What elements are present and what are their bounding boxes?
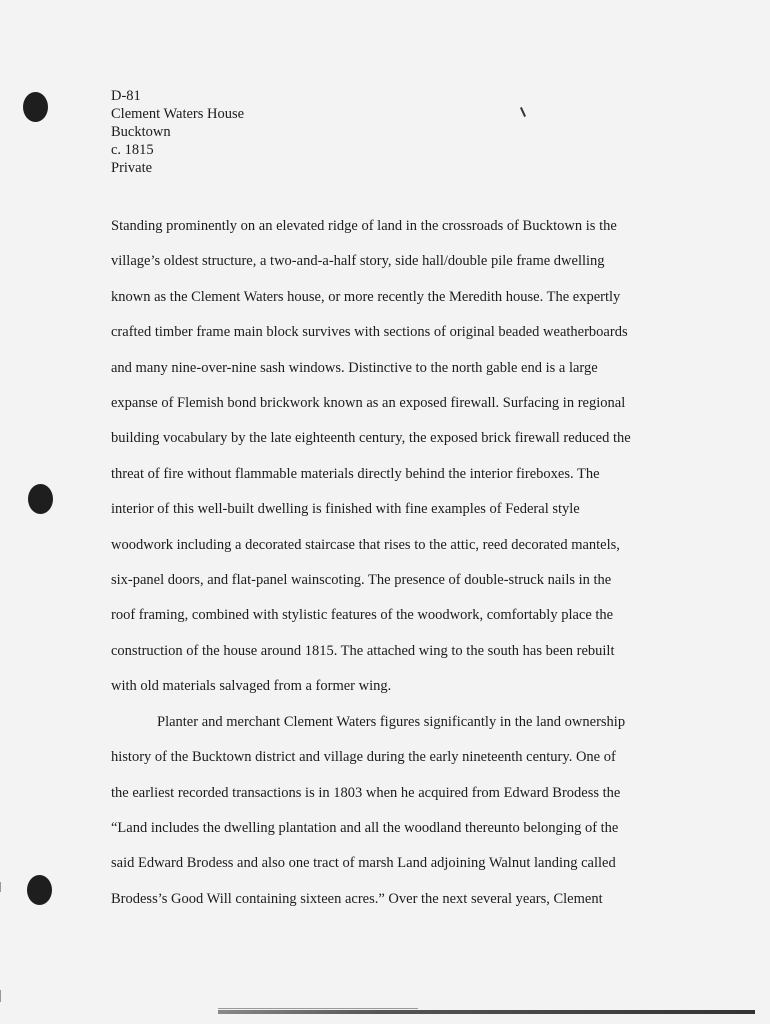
- stray-pen-mark: [520, 107, 526, 117]
- paragraph-1-line: Standing prominently on an elevated ridge of land in the crossroads of Bucktown is the: [111, 218, 617, 234]
- property-access: Private: [111, 160, 153, 176]
- paragraph-1-line: village’s oldest structure, a two-and-a-half story, side hall/double pile frame dwelling: [111, 253, 605, 270]
- paragraph-1-line: woodwork including a decorated staircase that rises to the attic, reed decorated mantels,: [111, 536, 620, 553]
- paragraph-2-line: said Edward Brodess and also one tract of marsh Land adjoining Walnut landing called: [111, 855, 616, 872]
- body-text: [111, 209, 671, 917]
- paragraph-2-line: Brodess’s Good Will containing sixteen acres.” Over the next several years, Clement: [111, 890, 603, 907]
- paragraph-1-line: roof framing, combined with stylistic features of the woodwork, comfortably place the: [111, 607, 614, 624]
- paragraph-1-line: construction of the house around 1815. The attached wing to the south has been rebuilt: [111, 642, 615, 659]
- property-date: c. 1815: [111, 142, 154, 158]
- scan-edge-tick: [0, 882, 1, 892]
- scan-edge-tick: [0, 990, 1, 1002]
- paragraph-2-line: the earliest recorded transactions is in 1803 when he acquired from Edward Brodess the: [111, 784, 621, 801]
- punch-hole-top: [23, 92, 48, 122]
- paragraph-1-line: crafted timber frame main block survives with sections of original beaded weatherboards: [111, 324, 628, 341]
- property-location: Bucktown: [111, 124, 171, 140]
- property-name: Clement Waters House: [111, 106, 245, 122]
- punch-hole-bottom: [27, 875, 52, 905]
- site-header: [111, 87, 244, 177]
- paragraph-1-line: known as the Clement Waters house, or more recently the Meredith house. The expertly: [111, 288, 621, 305]
- scan-edge-line-thin: [218, 1008, 418, 1009]
- paragraph-2-line: Planter and merchant Clement Waters figures significantly in the land ownership: [157, 713, 626, 730]
- paragraph-2-line: history of the Bucktown district and village during the early nineteenth century. One of: [111, 749, 616, 766]
- punch-hole-middle: [28, 484, 53, 514]
- paragraph-2-line: “Land includes the dwelling plantation and all the woodland thereunto belonging of the: [111, 819, 619, 836]
- paragraph-1-line: expanse of Flemish bond brickwork known as an exposed firewall. Surfacing in regional: [111, 395, 626, 412]
- paragraph-1-line: with old materials salvaged from a former wing.: [111, 678, 392, 695]
- paragraph-1-line: interior of this well-built dwelling is finished with fine examples of Federal style: [111, 501, 580, 518]
- site-id: D-81: [111, 88, 141, 104]
- paragraph-1-line: building vocabulary by the late eighteenth century, the exposed brick firewall reduced the: [111, 430, 631, 447]
- paragraph-1-line: six-panel doors, and flat-panel wainscoting. The presence of double-struck nails in the: [111, 572, 612, 589]
- paragraph-1-line: threat of fire without flammable materials directly behind the interior fireboxes. The: [111, 465, 600, 482]
- scan-edge-line: [218, 1010, 755, 1014]
- paragraph-1-line: and many nine-over-nine sash windows. Distinctive to the north gable end is a large: [111, 359, 598, 376]
